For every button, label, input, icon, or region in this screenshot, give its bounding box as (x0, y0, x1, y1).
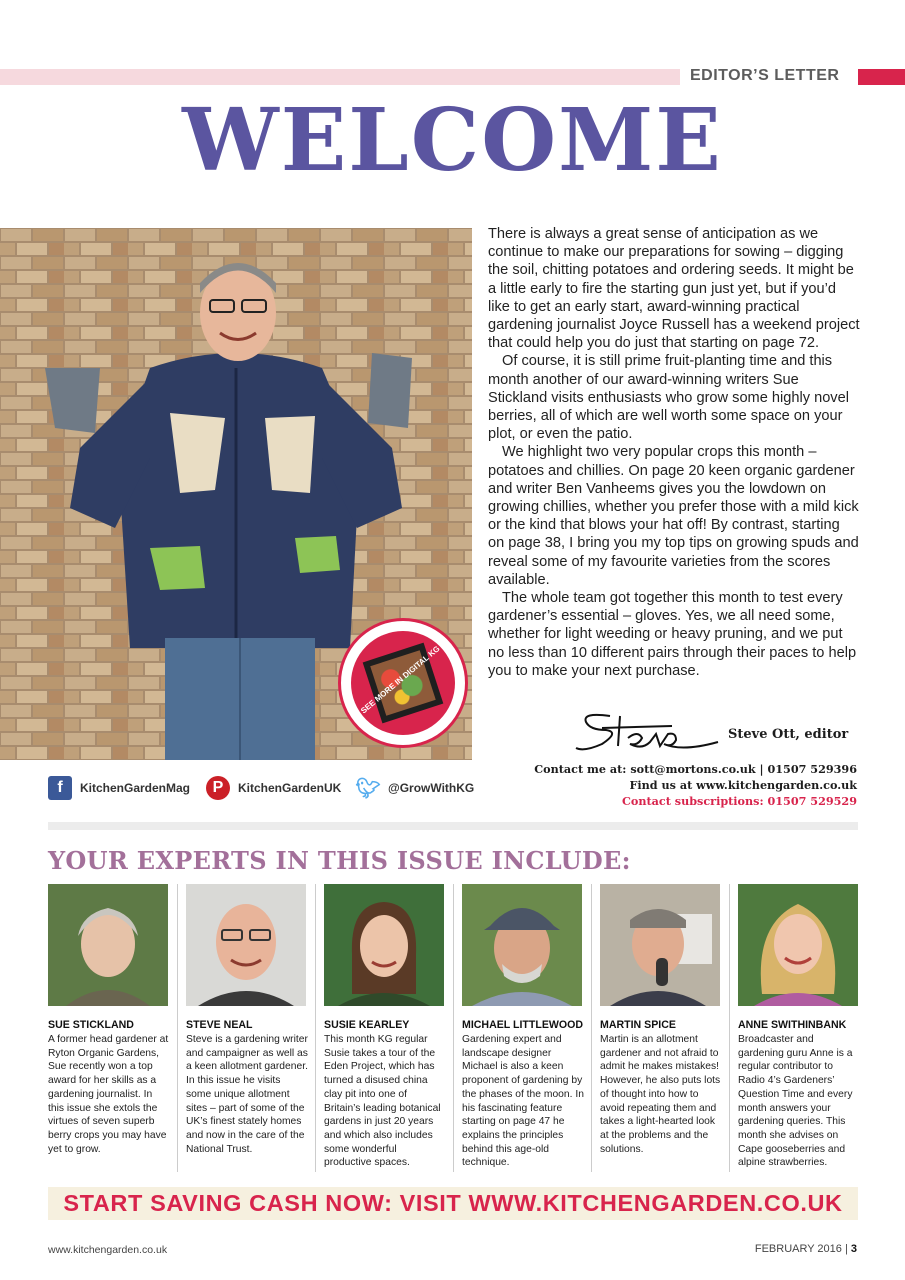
column-divider (177, 884, 178, 1172)
editor-letter-body (488, 225, 860, 680)
article-paragraph: The whole team got together this month to test every gardener’s essential – gloves. Yes, we all need some, whether for light weeding or heavy pruning, and we put no less than 10 different pairs through their paces to help you to make your next purchase. (488, 590, 857, 679)
digital-badge[interactable] (338, 618, 468, 748)
column-divider (453, 884, 454, 1172)
expert-bio: This month KG regular Susie takes a tour of the Eden Project, which has turned a disused china clay pit into one of Britain’s leading botanical gardens in just 20 years and which also includes some wonderful productive spaces. (324, 1034, 441, 1169)
expert-card (186, 884, 314, 1156)
expert-card (462, 884, 590, 1170)
social-facebook[interactable] (48, 776, 190, 800)
expert-photo (462, 884, 582, 1006)
pinterest-icon: P (206, 776, 230, 800)
column-divider (591, 884, 592, 1172)
expert-card (324, 884, 452, 1170)
header-accent (858, 69, 905, 85)
expert-bio: Gardening expert and landscape designer Michael is also a keen proponent of gardening by the phases of the moon. In his fascinating feature starting on page 47 he explains the principles behind this age-old technique. (462, 1034, 584, 1169)
header-strip (0, 69, 680, 85)
expert-card (600, 884, 728, 1156)
expert-card (738, 884, 866, 1170)
expert-photo (48, 884, 168, 1006)
expert-name: MICHAEL LITTLEWOOD (462, 1019, 584, 1031)
article-paragraph: Of course, it is still prime fruit-planting time and this month another of our award-winning writers Sue Stickland visits enthusiasts who grow some highly novel berries, all of which are well worth some space on your plot, or even the patio. (488, 353, 849, 443)
expert-photo (600, 884, 720, 1006)
facebook-handle: KitchenGardenMag (80, 781, 191, 795)
section-divider (48, 822, 858, 830)
expert-name: ANNE SWITHINBANK (738, 1019, 847, 1031)
contact-email-phone[interactable]: Contact me at: sott@mortons.co.uk | 01507 529396 (534, 762, 857, 776)
footer-issue: FEBRUARY 2016 | 3 (754, 1243, 857, 1255)
page-number: 3 (850, 1243, 857, 1255)
badge-text: SEE MORE IN DIGITAL KG + (359, 639, 447, 716)
subscribe-banner-text: START SAVING CASH NOW: VISIT WWW.KITCHENGARDEN.CO.UK (63, 1190, 843, 1216)
contact-block (534, 761, 857, 809)
signature-scribble (572, 708, 722, 754)
contact-website[interactable]: Find us at www.kitchengarden.co.uk (629, 778, 857, 792)
pinterest-handle: KitchenGardenUK (238, 781, 342, 795)
page-title: WELCOME (182, 90, 723, 191)
experts-heading: YOUR EXPERTS IN THIS ISSUE INCLUDE: (48, 846, 631, 875)
expert-name: MARTIN SPICE (600, 1019, 676, 1031)
expert-name: SUE STICKLAND (48, 1019, 134, 1031)
expert-photo (186, 884, 306, 1006)
expert-bio: Broadcaster and gardening guru Anne is a regular contributor to Radio 4’s Gardeners’ Question Time and every month answers your gardening queries. This month she advises on Cape gooseberries and alpine strawberries. (738, 1034, 853, 1169)
issue-date: FEBRUARY 2016 (754, 1243, 842, 1255)
expert-bio: A former head gardener at Ryton Organic Gardens, Sue recently won a top award for her skills as a gardening journalist. In this issue she extols the virtues of seven superb berry crops you may have yet to grow. (48, 1034, 169, 1155)
facebook-icon: f (48, 776, 72, 800)
footer-url[interactable]: www.kitchengarden.co.uk (48, 1244, 168, 1256)
column-divider (729, 884, 730, 1172)
expert-bio: Martin is an allotment gardener and not afraid to admit he makes mistakes! However, he also puts lots of thought into how to avoid repeating them and takes a light-hearted look at the problems and the solutions. (600, 1034, 721, 1155)
expert-photo (324, 884, 444, 1006)
article-paragraph: There is always a great sense of anticipation as we continue to make our preparations for sowing – digging the soil, chitting potatoes and ordering seeds. It might be a little early to fire the starting gun just yet, but if you’d like to get an early start, award-winning practical gardening journalist Joyce Russell has a weekend project that could help you do just that starting on page 72. (488, 226, 860, 352)
expert-name: SUSIE KEARLEY (324, 1019, 410, 1031)
editor-signature (572, 708, 722, 759)
twitter-bird-icon: 🐦︎ (355, 777, 381, 800)
subscribe-banner[interactable] (48, 1187, 858, 1220)
social-pinterest[interactable] (206, 776, 341, 800)
expert-bio: Steve is a gardening writer and campaigner as well as a keen allotment gardener. In this issue he visits some unique allotment sites – part of some of the UK’s finest stately homes and now in the care of the National Trust. (186, 1034, 308, 1155)
social-twitter[interactable] (356, 776, 474, 800)
expert-name: STEVE NEAL (186, 1019, 253, 1031)
twitter-handle: @GrowWithKG (388, 781, 475, 795)
editor-signoff: Steve Ott, editor (728, 727, 849, 742)
expert-card (48, 884, 176, 1156)
expert-photo (738, 884, 858, 1006)
contact-subscriptions[interactable]: Contact subscriptions: 01507 529529 (622, 794, 857, 808)
article-paragraph: We highlight two very popular crops this month – potatoes and chillies. On page 20 keen organic gardener and writer Ben Vanheems gives you the lowdown on growing chillies, whether you prefer those with a mild kick or the kind that blows your hat off! By contrast, starting on page 38, I bring you my top tips on growing spuds and reveal some of my favourite varieties from the scores available. (488, 444, 859, 588)
column-divider (315, 884, 316, 1172)
section-label: EDITOR’S LETTER (690, 67, 840, 84)
